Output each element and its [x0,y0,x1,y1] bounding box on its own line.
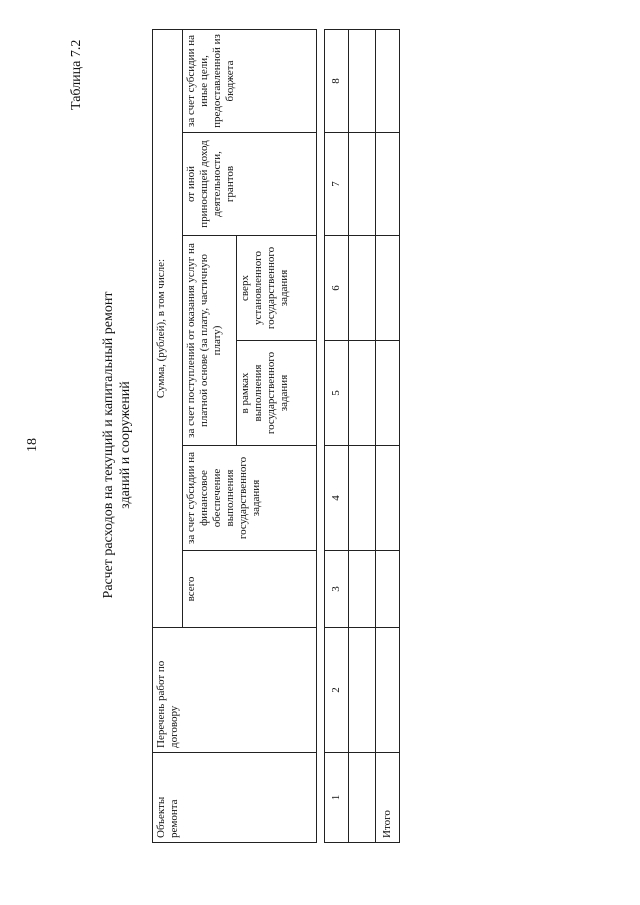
header-within-task: в рамках выполнения государственного задания [237,341,317,446]
table-cell[interactable] [349,628,376,753]
header-works: Перечень работ по договору [153,628,317,753]
page-number: 18 [25,438,40,452]
table-cell[interactable] [376,133,400,236]
table-cell[interactable] [376,341,400,446]
table-cell[interactable] [376,551,400,628]
total-row [376,30,400,843]
title-line-1: Расчет расходов на текущий и капитальный ремонт [101,291,116,599]
column-number: 4 [325,446,349,551]
table-label: Таблица 7.2 [69,39,84,110]
header-paid-services: за счет поступлений от оказания услуг на платной основе (за плату, частичную плату) [183,236,237,446]
table-row [349,30,376,843]
column-number: 3 [325,551,349,628]
column-number-row [325,30,349,843]
header-sum: Сумма, (рублей), в том числе: [153,30,183,628]
column-number: 7 [325,133,349,236]
total-row-label: Итого [376,753,400,843]
table-cell[interactable] [376,30,400,133]
column-number: 6 [325,236,349,341]
table-cell[interactable] [376,446,400,551]
table-cell[interactable] [349,30,376,133]
expenses-table-body [324,29,400,843]
header-objects: Объекты ремонта [153,753,317,843]
header-other-income: от иной приносящей доход деятельности, грантов [183,133,317,236]
column-number: 2 [325,628,349,753]
table-cell[interactable] [349,341,376,446]
title-line-2: зданий и сооружений [118,381,133,509]
header-subsidy-state-task: за счет субсидии на финансовое обеспечение выполнения государственного задания [183,446,317,551]
table-cell[interactable] [349,446,376,551]
column-number: 5 [325,341,349,446]
column-number: 8 [325,30,349,133]
table-cell[interactable] [349,551,376,628]
header-total: всего [183,551,317,628]
expenses-table-header [152,29,317,843]
table-cell[interactable] [349,133,376,236]
table-cell[interactable] [349,753,376,843]
header-subsidy-other: за счет субсидии на иные цели, предоставленной из бюджета [183,30,317,133]
document-title [100,275,134,615]
table-cell[interactable] [376,236,400,341]
column-number: 1 [325,753,349,843]
header-above-task: сверх установленного государственного задания [237,236,317,341]
table-cell[interactable] [376,628,400,753]
table-cell[interactable] [349,236,376,341]
